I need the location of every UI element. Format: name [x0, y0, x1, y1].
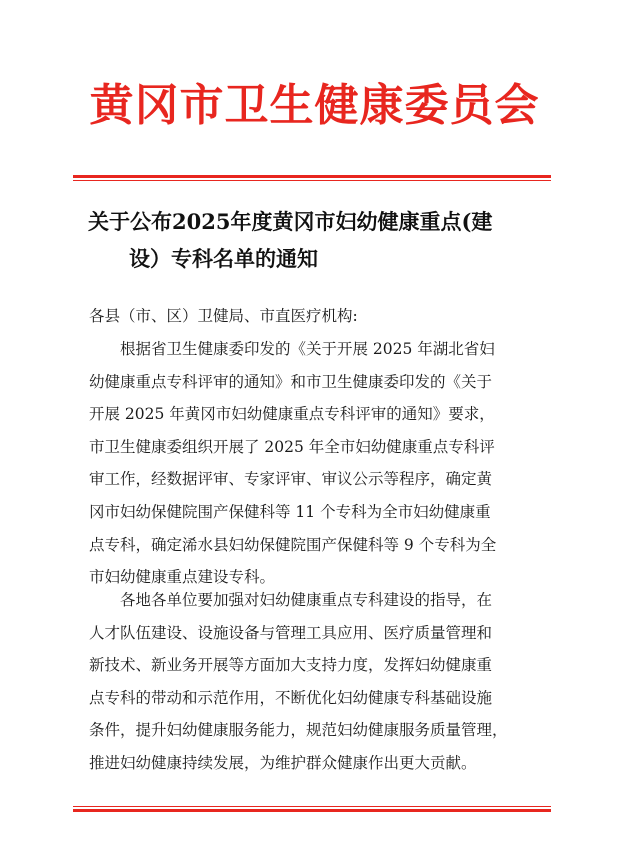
footer-red-rule [73, 809, 551, 812]
header-red-rule-thin [73, 180, 551, 181]
paragraph-line: 冈市妇幼保健院围产保健科等 11 个专科为全市妇幼健康重 [89, 502, 491, 521]
paragraph-line: 幼健康重点专科评审的通知》和市卫生健康委印发的《关于 [89, 372, 493, 391]
paragraph-line: 各地各单位要加强对妇幼健康重点专科建设的指导，在 [120, 591, 493, 609]
paragraph-line: 点专科的带动和示范作用，不断优化妇幼健康专科基础设施 [89, 688, 493, 707]
title-line-1: 关于公布2025年度黄冈市妇幼健康重点(建 [88, 209, 493, 234]
paragraph-line: 推进妇幼健康持续发展，为维护群众健康作出更大贡献。 [89, 753, 477, 772]
paragraph-1 [89, 333, 559, 594]
paragraph-line: 市妇幼健康重点建设专科。 [89, 568, 276, 587]
header-red-rule [73, 175, 551, 178]
paragraph-line: 市卫生健康委组织开展了 2025 年全市妇幼健康重点专科评 [89, 437, 495, 456]
paragraph-line: 根据省卫生健康委印发的《关于开展 2025 年湖北省妇 [120, 340, 495, 358]
paragraph-line: 人才队伍建设、设施设备与管理工具应用、医疗质量管理和 [89, 623, 493, 642]
paragraph-2 [89, 584, 559, 780]
document-title [88, 203, 548, 277]
paragraph-line: 新技术、新业务开展等方面加大支持力度，发挥妇幼健康重 [89, 656, 493, 675]
footer-red-rule-thin [73, 806, 551, 807]
organization-header: 黄冈市卫生健康委员会 [89, 80, 540, 131]
paragraph-line: 开展 2025 年黄冈市妇幼健康重点专科评审的通知》要求， [89, 405, 495, 424]
paragraph-line: 审工作，经数据评审、专家评审、审议公示等程序，确定黄 [89, 470, 493, 489]
paragraph-line: 条件，提升妇幼健康服务能力，规范妇幼健康服务质量管理， [89, 721, 508, 740]
salutation: 各县（市、区）卫健局、市直医疗机构: [89, 307, 358, 325]
paragraph-line: 点专科，确定浠水县妇幼保健院围产保健科等 9 个专科为全 [89, 535, 497, 554]
title-line-2: 设）专科名单的通知 [129, 246, 318, 271]
